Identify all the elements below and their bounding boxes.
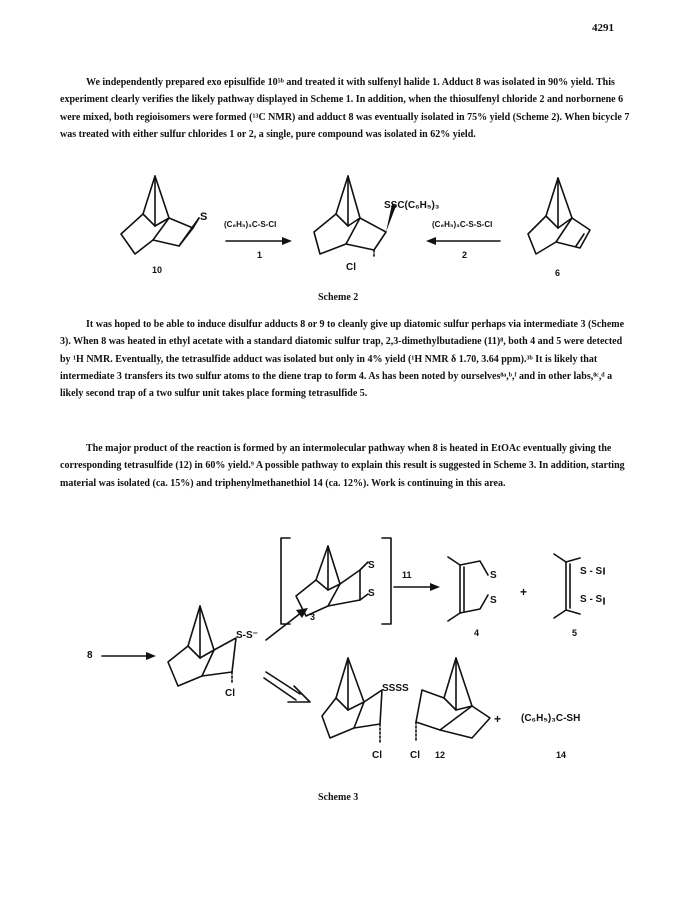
scheme3-start-arrow	[100, 651, 160, 661]
scheme3-start-label: 8	[87, 650, 93, 661]
scheme2-norbornene-6	[520, 172, 600, 262]
scheme2-reagent-1: (C₆H₅)₃C-S-Cl	[224, 220, 277, 229]
paragraph-3-text: The major product of the reaction is formed by an intermolecular pathway when 8 is heated in EtOAc eventually giving the corresponding tetrasulfide (12) in 60% yield.⁹ A possible pathway to explain this result is suggested in Scheme 3. In addition, starting material was isolated (ca. 15%) and triphenylmethanethiol 14 (ca. 12%). Work is continuing in this area.	[60, 443, 625, 489]
paragraph-1	[60, 74, 630, 143]
scheme3-tetrasulfide-chain: SSSS	[382, 683, 409, 694]
scheme3-compound-5-label: 5	[572, 628, 578, 638]
scheme2-caption: Scheme 2	[318, 292, 359, 303]
scheme3-ring4-s2: S	[490, 595, 497, 606]
scheme3-dithiin-4	[440, 555, 510, 625]
scheme2-product-chlorine: Cl	[346, 262, 356, 273]
scheme2-sulfur-label: S	[200, 211, 208, 223]
page-number: 4291	[592, 22, 614, 34]
scheme3-episulfide-s-top: S	[368, 560, 375, 571]
scheme3-thiol-14: (C₆H₅)₃C-SH	[521, 713, 581, 724]
scheme3-intermediate-disulfide: S-S⁻	[236, 630, 258, 641]
scheme3-caption: Scheme 3	[318, 792, 359, 803]
scheme3-episulfide-s-bottom: S	[368, 588, 375, 599]
scheme3-intermediate	[160, 600, 260, 710]
scheme3-tetrathiocin-5	[548, 548, 618, 628]
scheme2-compound-10-label: 10	[152, 265, 163, 275]
scheme3-ring4-s1: S	[490, 570, 497, 581]
scheme3-compound-4-label: 4	[474, 628, 480, 638]
scheme2-compound-6-label: 6	[555, 268, 561, 278]
scheme3-arrow-down-double	[262, 668, 322, 708]
scheme2-product-substituent: SSC(C₆H₅)₃	[384, 200, 440, 211]
paragraph-2-text: It was hoped to be able to induce disulfur adducts 8 or 9 to cleanly give up diatomic sulfur perhaps via intermediate 3 (Scheme 3). When 8 was heated in ethyl acetate with a standard diatomic sulfur trap, 2,3-dimethylbutadiene (11)⁸, both 4 and 5 were detected by ¹H NMR. Eventually, the tetrasulfide adduct was isolated but only in 4% yield (¹H NMR δ 1.70, 3.64 ppm).³ᵇ It is likely that intermediate 3 transfers its two sulfur atoms to the diene trap to form 4. As has been noted by ourselves⁸ᵃ,ᵇ,ᶠ and in other labs,⁸ᶜ,ᵈ a likely second trap of a two sulfur unit takes place forming tetrasulfide 5.	[60, 319, 625, 400]
paragraph-1-text: We independently prepared exo episulfide 10⁵ᵇ and treated it with sulfenyl halide 1. Adduct 8 was isolated in 90% yield. This experiment clearly verifies the likely pathway displayed in Scheme 1. In addition, when the thiosulfenyl chloride 2 and norbornene 6 were mixed, both regioisomers were formed (¹³C NMR) and adduct 8 was eventually isolated in 75% yield (Scheme 2). When bicycle 7 was treated with either sulfur chlorides 1 or 2, a single, pure compound was isolated in 62% yield.	[60, 77, 630, 140]
scheme2-reagent-2-number: 2	[462, 250, 468, 260]
scheme3-compound-14-label: 14	[556, 750, 567, 760]
scheme3-bracket-right	[380, 536, 394, 626]
scheme3-episulfide-3	[290, 540, 380, 625]
paragraph-2	[60, 316, 630, 402]
scheme3-arrow-to-4	[392, 582, 442, 592]
scheme3-plus-2: +	[494, 712, 502, 726]
scheme3-ring5-s-bottom: S - S	[580, 594, 603, 605]
scheme3-chlorine-right: Cl	[410, 750, 420, 761]
scheme2-arrow-right	[224, 236, 294, 246]
scheme3-tetrasulfide-12	[320, 650, 540, 760]
scheme3-plus-1: +	[520, 585, 528, 599]
scheme2-product-8	[300, 170, 400, 270]
scheme3-chlorine-left: Cl	[372, 750, 382, 761]
scheme3-compound-12-label: 12	[435, 750, 446, 760]
scheme3-compound-3-label: 3	[310, 612, 316, 622]
scheme3-ring5-s-top: S - S	[580, 566, 603, 577]
scheme2-reagent-2: (C₆H₅)₃C-S-S-Cl	[432, 220, 493, 229]
scheme3-intermediate-chlorine: Cl	[225, 688, 235, 699]
paragraph-3	[60, 440, 630, 492]
scheme3-trap-11-label: 11	[402, 570, 412, 580]
scheme2-reagent-1-number: 1	[257, 250, 263, 260]
scheme2-arrow-left	[424, 236, 504, 246]
